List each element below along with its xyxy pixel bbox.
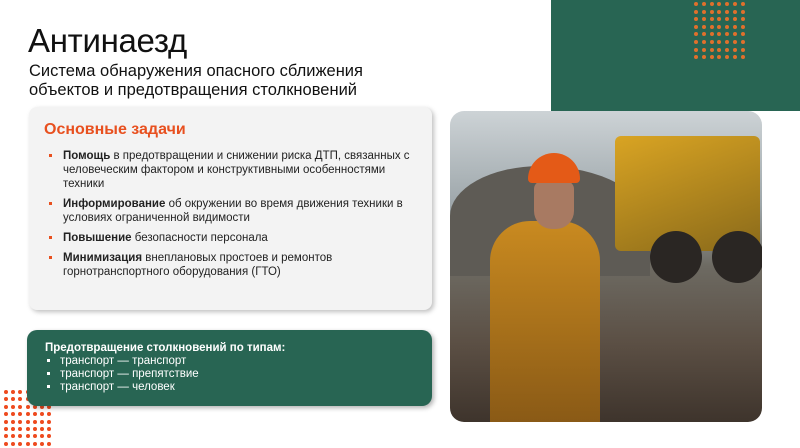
dot [4, 405, 8, 409]
dot [18, 405, 22, 409]
dot [26, 420, 30, 424]
dot [741, 10, 745, 14]
photo-worker-body [490, 221, 600, 422]
dot [4, 434, 8, 438]
dot [4, 412, 8, 416]
dot [741, 55, 745, 59]
collision-type-item: транспорт — препятствие [45, 368, 414, 381]
dot [733, 55, 737, 59]
dot [694, 48, 698, 52]
dot [702, 32, 706, 36]
dot [733, 40, 737, 44]
dot [741, 17, 745, 21]
dot [717, 32, 721, 36]
dot [710, 40, 714, 44]
dot [4, 442, 8, 446]
dot [47, 434, 51, 438]
dot [702, 40, 706, 44]
dot [702, 25, 706, 29]
dot [694, 55, 698, 59]
dot [26, 412, 30, 416]
collision-types-title: Предотвращение столкновений по типам: [45, 342, 286, 354]
dot [710, 48, 714, 52]
task-text: внеплановых простоев и ремонтов горнотранспортного оборудования (ГТО) [63, 252, 333, 278]
dot [717, 55, 721, 59]
dot [741, 25, 745, 29]
dot [725, 55, 729, 59]
dot [717, 48, 721, 52]
dot [33, 420, 37, 424]
dot [733, 32, 737, 36]
dot [694, 40, 698, 44]
decorative-dot-grid [694, 2, 745, 59]
task-keyword: Помощь [63, 150, 111, 162]
dot [717, 10, 721, 14]
dot [18, 390, 22, 394]
slide-subtitle: Система обнаружения опасного сближения объектов и предотвращения столкновений [29, 62, 363, 99]
dot [11, 397, 15, 401]
dot [18, 412, 22, 416]
dot [733, 17, 737, 21]
dot [694, 10, 698, 14]
collision-type-item: транспорт — транспорт [45, 355, 414, 368]
dot [4, 427, 8, 431]
dot [40, 427, 44, 431]
dot [741, 40, 745, 44]
dot [710, 17, 714, 21]
dot [47, 427, 51, 431]
dot [694, 17, 698, 21]
dot [717, 25, 721, 29]
dot [4, 420, 8, 424]
dot [33, 412, 37, 416]
slide-title: Антинаезд [28, 22, 187, 59]
dot [702, 17, 706, 21]
photo-worker-helmet [528, 153, 580, 183]
dot [26, 442, 30, 446]
dot [26, 427, 30, 431]
dot [11, 405, 15, 409]
dot [26, 434, 30, 438]
collision-types-list [45, 355, 414, 394]
dot [702, 2, 706, 6]
tasks-heading: Основные задачи [44, 121, 186, 138]
dot [725, 2, 729, 6]
dot [725, 32, 729, 36]
dot [4, 390, 8, 394]
tasks-card [29, 107, 432, 310]
mining-worker-photo [450, 111, 762, 422]
dot [40, 412, 44, 416]
dot [694, 2, 698, 6]
dot [18, 427, 22, 431]
dot [26, 405, 30, 409]
dot [702, 10, 706, 14]
dot [710, 10, 714, 14]
dot [717, 2, 721, 6]
dot [18, 397, 22, 401]
dot [40, 420, 44, 424]
dot [47, 442, 51, 446]
dot [725, 48, 729, 52]
dot [717, 40, 721, 44]
dot [733, 48, 737, 52]
photo-truck-wheel [650, 231, 702, 283]
dot [725, 17, 729, 21]
task-keyword: Повышение [63, 232, 132, 244]
task-text: безопасности персонала [131, 232, 268, 244]
dot [40, 434, 44, 438]
dot [694, 32, 698, 36]
dot [710, 32, 714, 36]
dot [11, 420, 15, 424]
photo-truck-wheel [712, 231, 762, 283]
dot [725, 40, 729, 44]
dot [11, 390, 15, 394]
dot [717, 17, 721, 21]
dot [733, 2, 737, 6]
task-keyword: Минимизация [63, 252, 143, 264]
dot [725, 25, 729, 29]
dot [33, 427, 37, 431]
dot [702, 55, 706, 59]
dot [733, 25, 737, 29]
dot [11, 442, 15, 446]
dot [18, 442, 22, 446]
dot [733, 10, 737, 14]
photo-worker-face [534, 181, 574, 229]
decorative-green-panel [551, 0, 800, 111]
dot [18, 420, 22, 424]
dot [710, 2, 714, 6]
dot [694, 25, 698, 29]
dot [11, 434, 15, 438]
dot [47, 420, 51, 424]
task-text: в предотвращении и снижении риска ДТП, связанных с человеческим фактором и конструктивными особенностями техники [63, 150, 410, 190]
dot [33, 442, 37, 446]
dot [710, 25, 714, 29]
dot [741, 2, 745, 6]
dot [11, 427, 15, 431]
dot [47, 412, 51, 416]
task-item [44, 197, 414, 225]
dot [702, 48, 706, 52]
dot [11, 412, 15, 416]
dot [33, 434, 37, 438]
dot [741, 48, 745, 52]
task-keyword: Информирование [63, 198, 166, 210]
dot [725, 10, 729, 14]
dot [710, 55, 714, 59]
dot [40, 442, 44, 446]
collision-types-card [27, 330, 432, 406]
task-text: об окружении во время движения техники в условиях ограниченной видимости [63, 198, 403, 224]
dot [18, 434, 22, 438]
tasks-list [44, 149, 414, 279]
dot [4, 397, 8, 401]
task-item [44, 231, 414, 245]
task-item [44, 149, 414, 191]
task-item [44, 251, 414, 279]
collision-type-item: транспорт — человек [45, 381, 414, 394]
dot [741, 32, 745, 36]
